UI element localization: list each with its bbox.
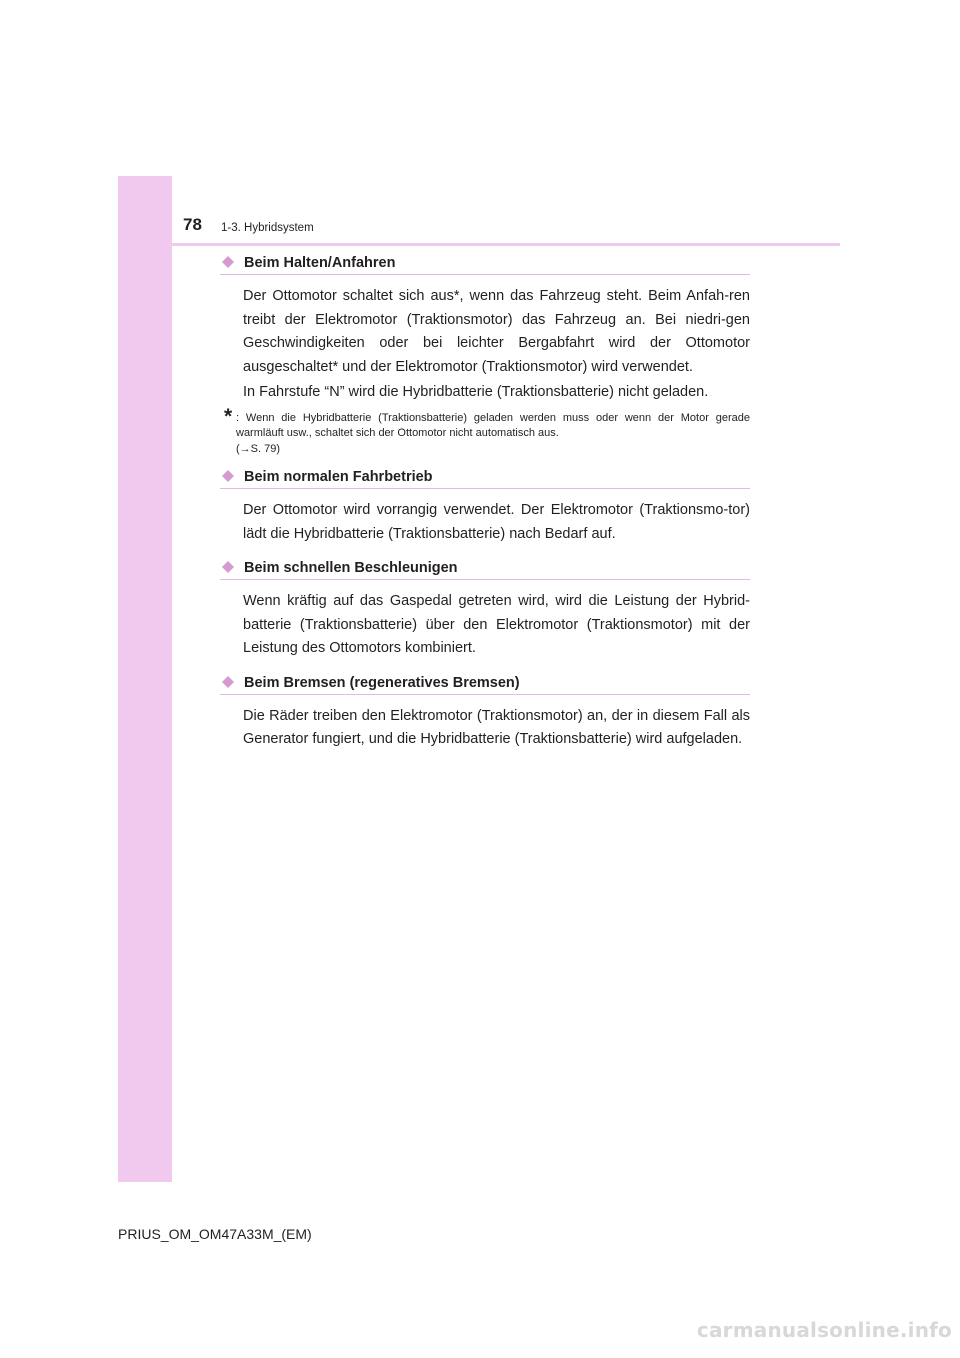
diamond-bullet-icon xyxy=(222,561,234,573)
section-heading xyxy=(220,673,750,695)
diamond-bullet-icon xyxy=(222,470,234,482)
header-rule xyxy=(118,243,840,246)
section-regenerative-braking xyxy=(220,673,750,752)
section-stopping-starting xyxy=(220,253,750,457)
section-fast-acceleration xyxy=(220,558,750,661)
section-heading xyxy=(220,558,750,580)
section-title: 1-3. Hybridsystem xyxy=(221,222,314,234)
heading-text: Beim normalen Fahrbetrieb xyxy=(244,469,433,485)
paragraph: Der Ottomotor schaltet sich aus*, wenn das Fahrzeug steht. Beim Anfah-ren treibt der Elektromotor (Traktionsmotor) das Fahrzeug an. Bei niedri-gen Geschwindigkeiten oder bei leichter Bergabfahrt wird der Ottomotor ausgeschaltet* und der Elektromotor (Traktionsmotor) wird verwendet. xyxy=(243,288,750,375)
paragraph: Der Ottomotor wird vorrangig verwendet. Der Elektromotor (Traktionsmo-tor) lädt die Hybridbatterie (Traktionsbatterie) nach Bedarf auf. xyxy=(243,502,750,542)
diamond-bullet-icon xyxy=(222,256,234,268)
footnote xyxy=(224,404,750,458)
footnote-page-reference: (→S. 79) xyxy=(236,442,281,455)
paragraph: Wenn kräftig auf das Gaspedal getreten wird, wird die Leistung der Hybrid-batterie (Traktionsbatterie) über den Elektromotor (Traktionsmotor) mit der Leistung des Ottomotors kombiniert. xyxy=(243,593,750,656)
page-number: 78 xyxy=(183,215,202,234)
heading-text: Beim Bremsen (regeneratives Bremsen) xyxy=(244,674,520,691)
heading-text: Beim Halten/Anfahren xyxy=(244,255,396,271)
paragraph: In Fahrstufe “N” wird die Hybridbatterie (Traktionsbatterie) nicht geladen. xyxy=(243,384,709,400)
side-color-band xyxy=(118,176,172,1182)
section-heading xyxy=(220,253,750,275)
paragraph: Die Räder treiben den Elektromotor (Traktionsmotor) an, der in diesem Fall als Generator fungiert, und die Hybridbatterie (Traktionsbatterie) wird aufgeladen. xyxy=(243,707,750,747)
diamond-bullet-icon xyxy=(222,676,234,688)
heading-text: Beim schnellen Beschleunigen xyxy=(244,560,458,576)
section-heading xyxy=(220,467,750,489)
page-content xyxy=(220,253,750,764)
footnote-text: : Wenn die Hybridbatterie (Traktionsbatterie) geladen werden muss oder wenn der Motor gerade warmläuft usw., schaltet sich der Ottomotor nicht automatisch aus. xyxy=(236,411,750,439)
footnote-asterisk: * xyxy=(224,404,233,428)
watermark: carmanualsonline.info xyxy=(696,1318,952,1342)
section-normal-driving xyxy=(220,467,750,546)
document-code: PRIUS_OM_OM47A33M_(EM) xyxy=(118,1226,312,1242)
